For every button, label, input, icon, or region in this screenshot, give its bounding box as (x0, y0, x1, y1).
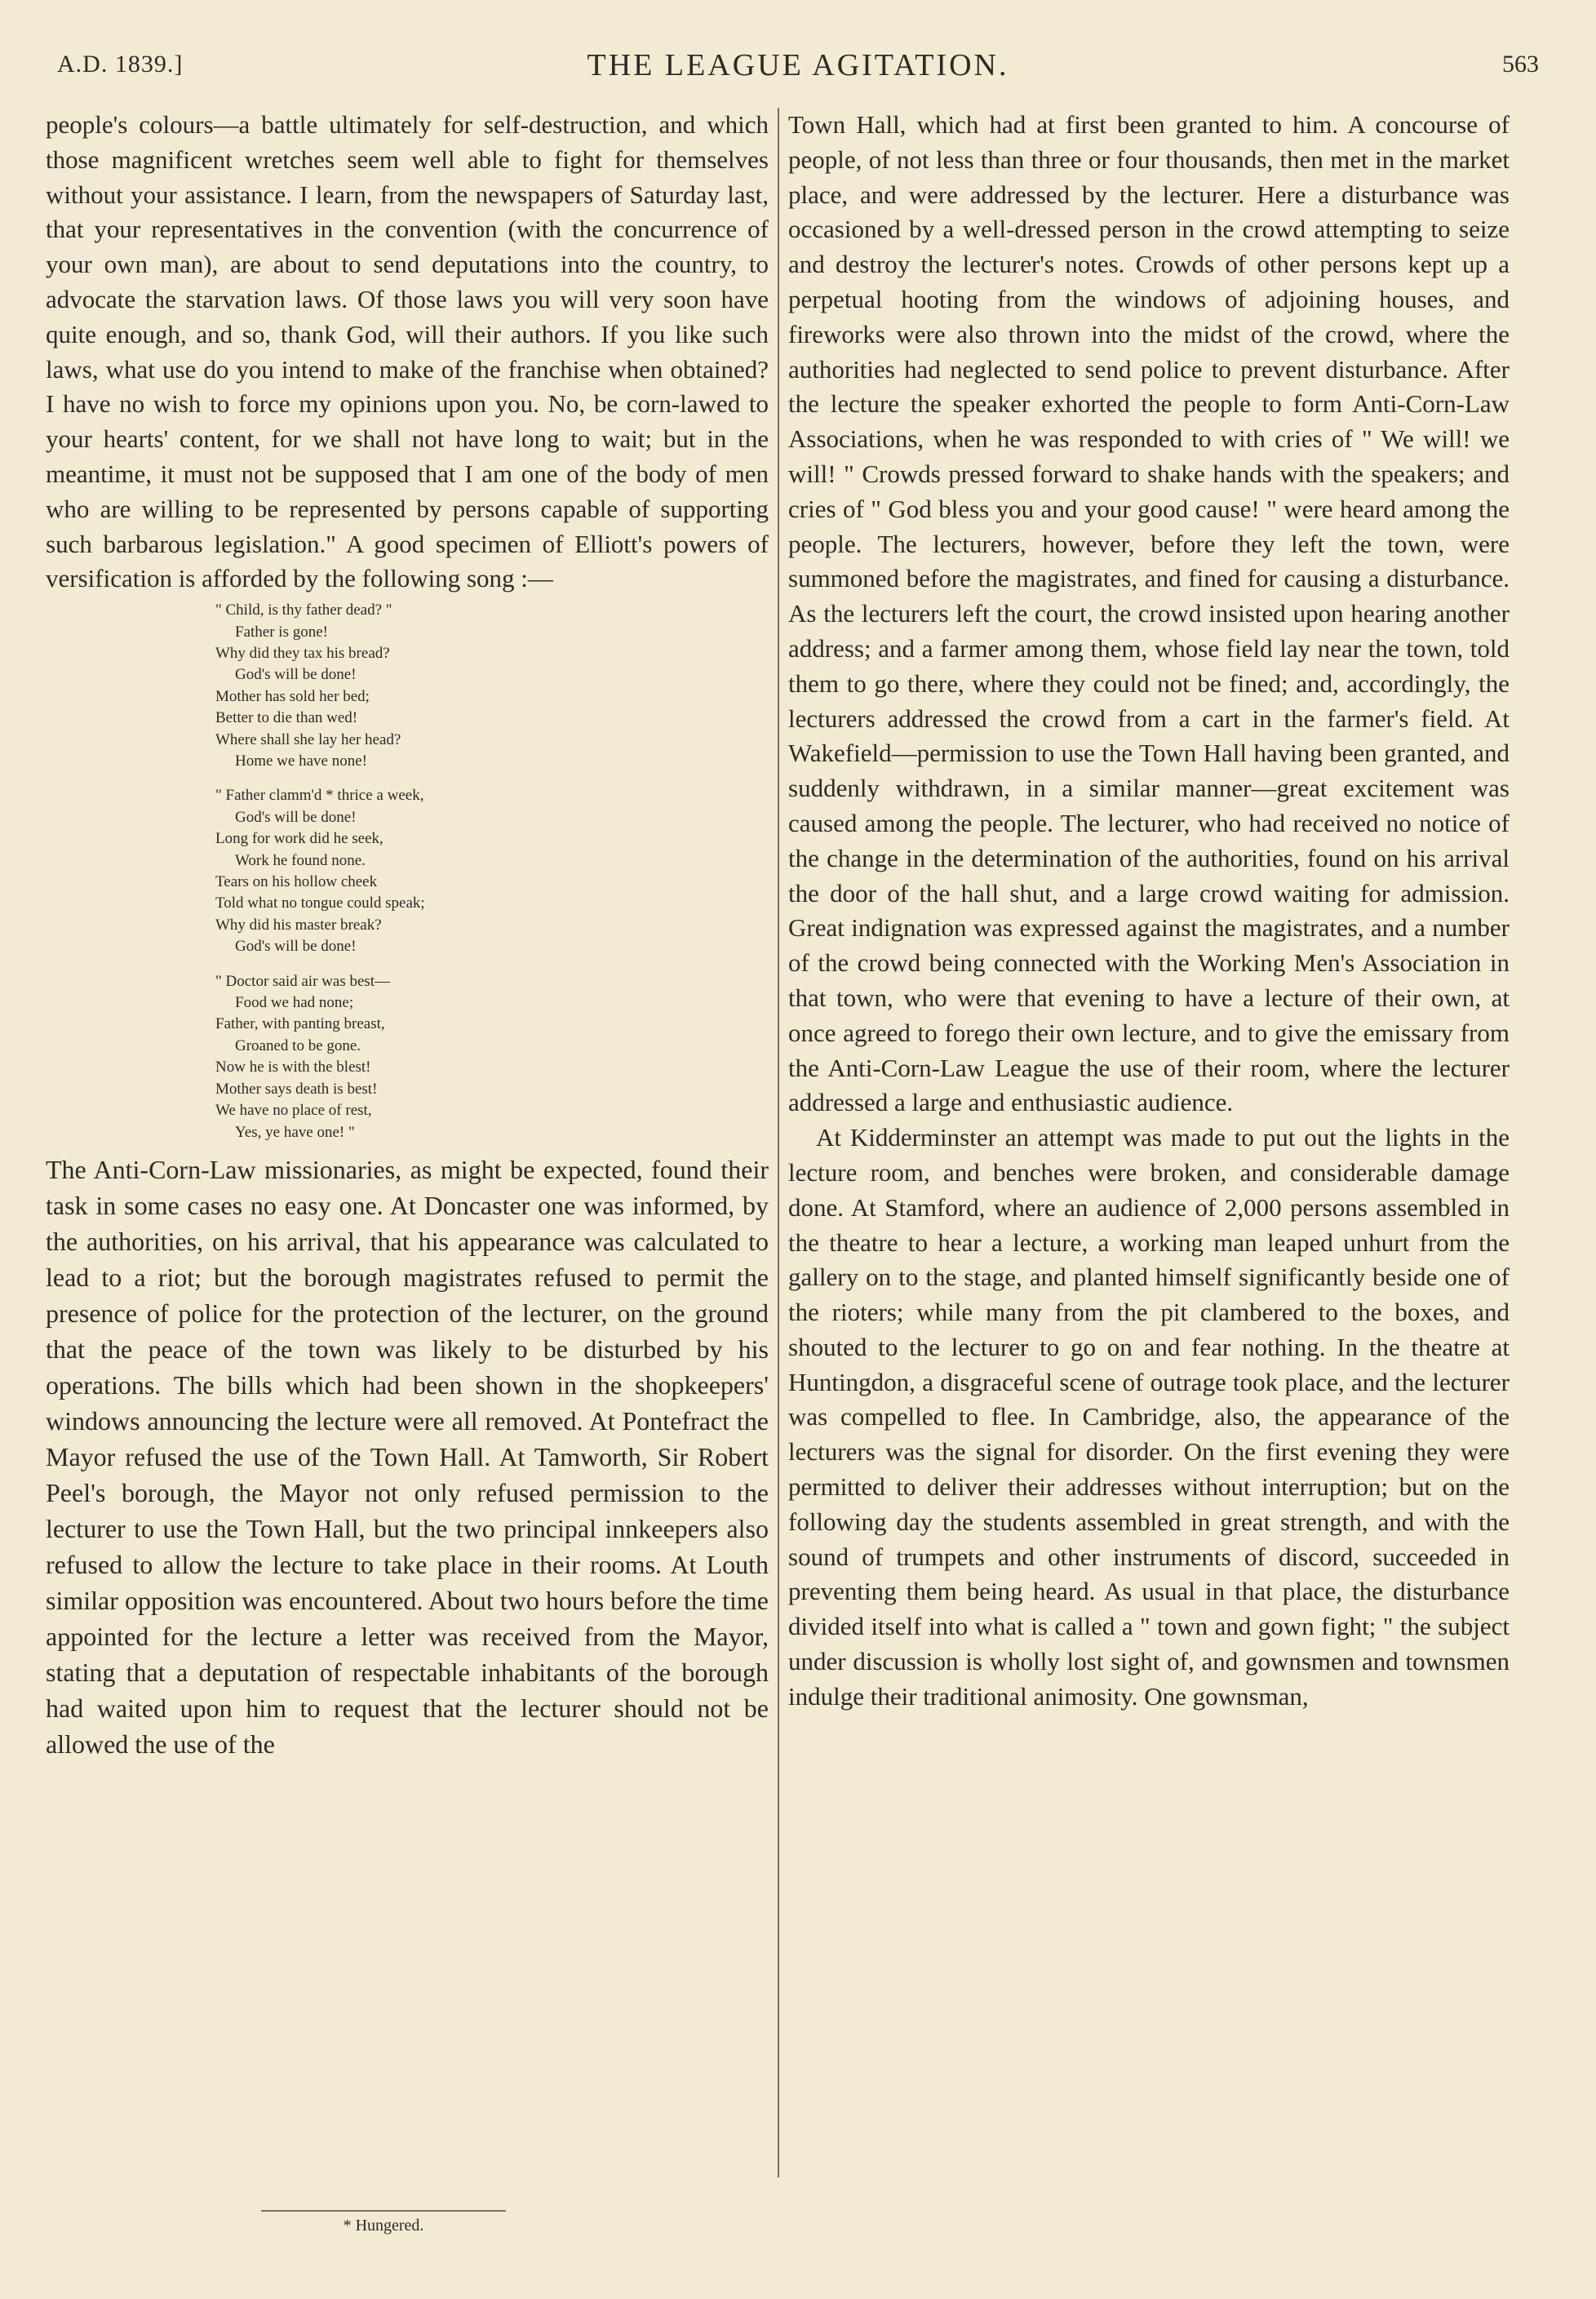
column-divider (778, 108, 779, 2177)
left-paragraph-1: people's colours—a battle ultimately for self-destruction, and which those magnificent wretches seem well able to fight for themselves without your assistance. I learn, from the newspapers of Saturday last, that your representatives in the convention (with the concurrence of your own man), are about to send deputations into the country, to advocate the starvation laws. Of those laws you will very soon have quite enough, and so, thank God, will their authors. If you like such laws, what use do you intend to make of the franchise when obtained? I have no wish to force my opinions upon you. No, be corn-lawed to your hearts' content, for we shall not have long to wait; but in the meantime, it must not be supposed that I am one of the body of men who are willing to be represented by persons capable of supporting such barbarous legislation." A good specimen of Elliott's powers of versification is afforded by the following song :— (46, 110, 769, 593)
poem-line: Yes, ye have one! " (235, 1123, 355, 1141)
poem-line: " Doctor said air was best— (215, 972, 391, 990)
poem-line: God's will be done! (235, 808, 357, 826)
poem-stanza-1 (215, 600, 769, 772)
left-column (46, 108, 769, 1762)
poem-line: We have no place of rest, (215, 1102, 372, 1120)
poem-stanza-3 (215, 971, 769, 1143)
poem-line: Home we have none! (235, 752, 367, 770)
footnote: * Hungered. (343, 2217, 424, 2235)
poem-line: Groaned to be gone. (235, 1036, 361, 1054)
poem-line: Work he found none. (235, 851, 366, 869)
footnote-rule (261, 2210, 506, 2212)
poem-line: Why did they tax his bread? (215, 644, 390, 662)
running-header (57, 47, 1539, 83)
poem-line: God's will be done! (235, 666, 357, 684)
poem-line: God's will be done! (235, 938, 357, 956)
poem-line: Why did his master break? (215, 916, 382, 934)
poem-line: Now he is with the blest! (215, 1059, 371, 1076)
poem-line: Tears on his hollow cheek (215, 873, 378, 891)
right-paragraph-2: At Kidderminster an attempt was made to put out the lights in the lecture room, and benches were broken, and considerable damage done. At Stamford, where an audience of 2,000 persons assembled in the theatre to hear a lecture, a working man leaped unhurt from the gallery on to the stage, and planted himself significantly beside one of the rioters; while many from the pit clambered to the boxes, and shouted to the lecturer to go on and fear nothing. In the theatre at Huntingdon, a disgraceful scene of outrage took place, and the lecturer was compelled to flee. In Cambridge, also, the appearance of the lecturers was the signal for disorder. On the first evening they were permitted to deliver their addresses without interruption; but on the following day the students assembled in great strength, and with the sound of trumpets and other instruments of discord, succeeded in preventing them being heard. As usual in that place, the disturbance divided itself into what is called a " town and gown fight; " the subject under discussion is wholly lost sight of, and gownsmen and townsmen indulge their traditional animosity. One gownsman, (788, 1123, 1510, 1711)
right-paragraph-1: Town Hall, which had at first been granted to him. A concourse of people, of not less than three or four thousands, then met in the market place, and were addressed by the lecturer. Here a disturbance was occasioned by a well-dressed person in the crowd attempting to seize and destroy the lecturer's notes. Crowds of other persons kept up a perpetual hooting from the windows of adjoining houses, and fireworks were also thrown into the midst of the crowd, where the authorities had neglected to send police to prevent disturbance. After the lecture the speaker exhorted the people to form Anti-Corn-Law Associations, when he was responded to with cries of " We will! we will! " Crowds pressed forward to shake hands with the speakers; and cries of " God bless you and your good cause! " were heard among the people. The lecturers, however, before they left the town, were summoned before the magistrates, and fined for causing a disturbance. As the lecturers left the court, the crowd insisted upon hearing another address; and a farmer among them, whose field lay near the town, told them to go there, where they could not be fined; and, accordingly, the lecturers addressed the crowd from a cart in the farmer's field. At Wakefield—permission to use the Town Hall having been granted, and suddenly withdrawn, in a similar manner—great excitement was caused among the people. The lecturer, who had received no notice of the change in the determination of the authorities, found on his arrival the door of the hall shut, and a large crowd waiting for admission. Great indignation was expressed against the magistrates, and a number of the crowd being connected with the Working Men's Association in that town, who were that evening to have a lecture of their own, at once agreed to forego their own lecture, and to give the emissary from the Anti-Corn-Law League the use of their room, where the lecturer addressed a large and enthusiastic audience. (788, 110, 1510, 1117)
left-paragraph-2: The Anti-Corn-Law missionaries, as might be expected, found their task in some cases no easy one. At Doncaster one was informed, by the authorities, on his arrival, that his appearance was calculated to lead to a riot; but the borough magistrates refused to permit the presence of police for the protection of the lecturer, on the ground that the peace of the town was likely to be disturbed by his operations. The bills which had been shown in the shopkeepers' windows announcing the lecture were all removed. At Pontefract the Mayor refused the use of the Town Hall. At Tamworth, Sir Robert Peel's borough, the Mayor not only refused permission to the lecturer to use the Town Hall, but the two principal innkeepers also refused to allow the lecture to take place in their rooms. At Louth similar opposition was encountered. About two hours before the time appointed for the lecture a letter was received from the Mayor, stating that a deputation of respectable inhabitants of the borough had waited upon him to request that the lecturer should not be allowed the use of the (46, 1154, 769, 1759)
header-date: A.D. 1839.] (57, 51, 184, 78)
poem-line: Mother says death is best! (215, 1080, 378, 1098)
poem (215, 600, 769, 1143)
poem-line: Where shall she lay her head? (215, 730, 401, 748)
poem-line: Father is gone! (235, 623, 328, 641)
poem-stanza-2 (215, 785, 769, 957)
poem-line: Better to die than wed! (215, 709, 358, 727)
right-column (788, 108, 1510, 1715)
poem-line: Mother has sold her bed; (215, 687, 370, 705)
page-title: THE LEAGUE AGITATION. (587, 48, 1009, 82)
poem-line: Told what no tongue could speak; (215, 894, 425, 912)
poem-line: Long for work did he seek, (215, 830, 383, 848)
poem-line: " Child, is thy father dead? " (215, 601, 392, 619)
poem-line: Father, with panting breast, (215, 1015, 385, 1033)
poem-line: Food we had none; (235, 994, 354, 1012)
page-number: 563 (1502, 51, 1539, 78)
poem-line: " Father clamm'd * thrice a week, (215, 787, 424, 805)
